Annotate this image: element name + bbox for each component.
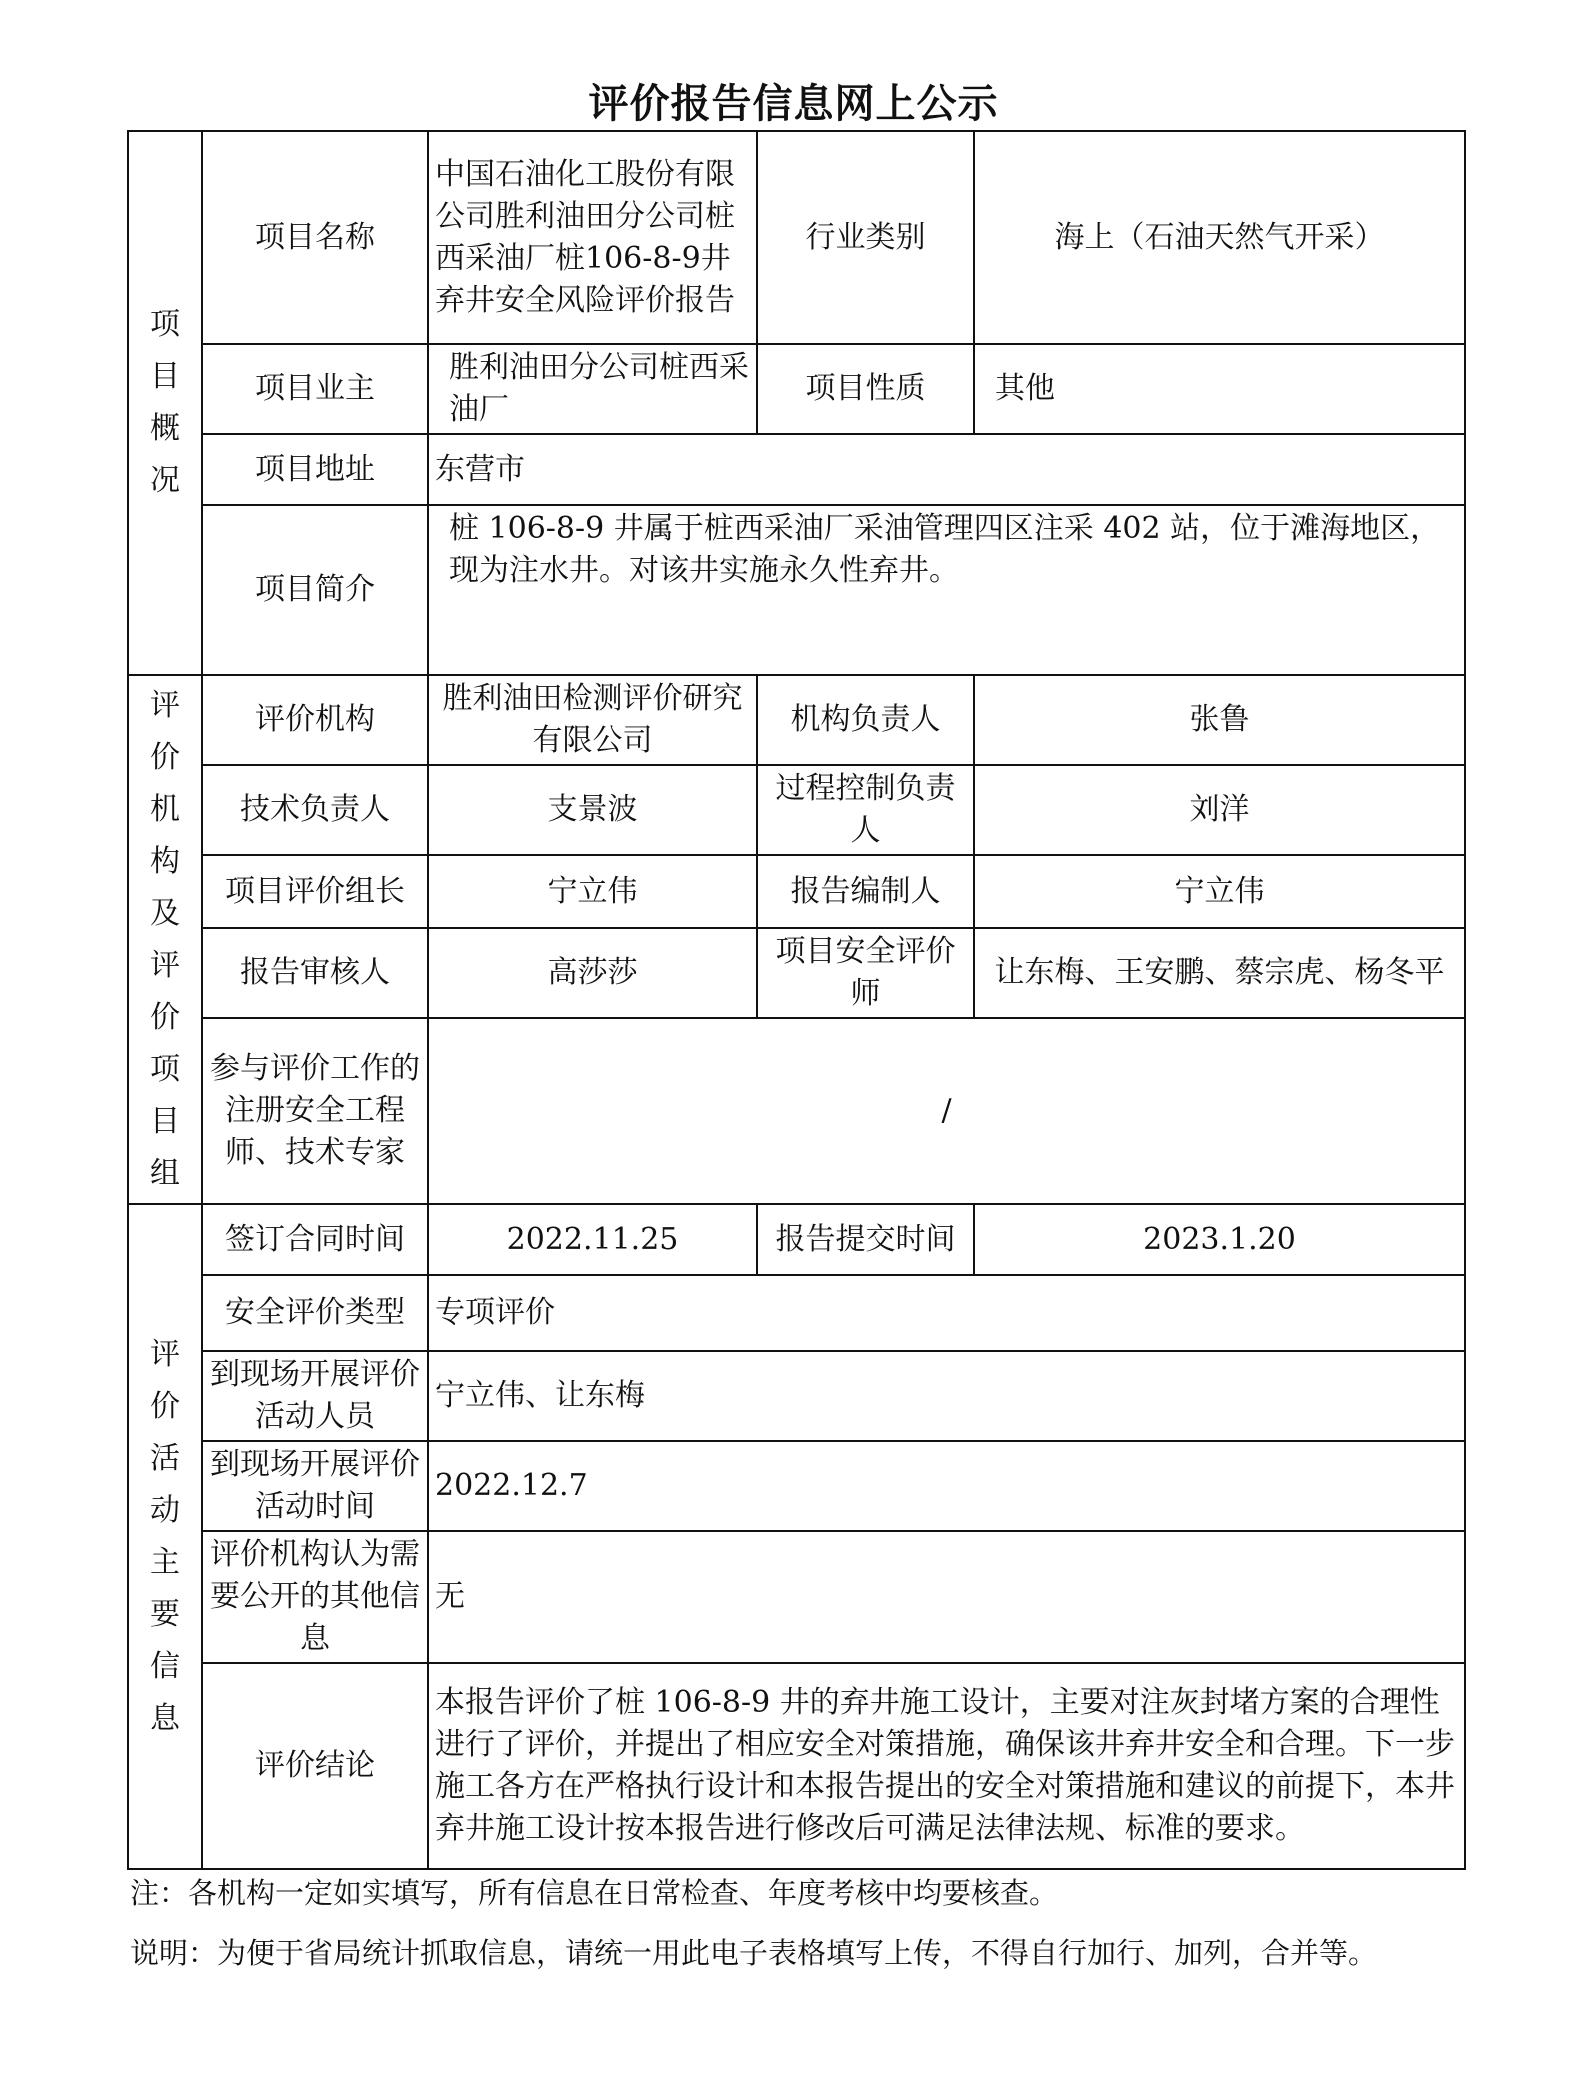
nature-value: 其他	[974, 344, 1465, 434]
owner-label: 项目业主	[202, 344, 428, 434]
agency-value: 胜利油田检测评价研究有限公司	[428, 675, 757, 765]
tech-lead-label: 技术负责人	[202, 765, 428, 855]
row-owner	[128, 344, 1465, 434]
agency-head-value: 张鲁	[974, 675, 1465, 765]
report-author-value: 宁立伟	[974, 855, 1465, 928]
section-activity-label: 评价活动主要信息	[150, 1336, 180, 1736]
row-onsite-people	[128, 1351, 1465, 1441]
assessors-value: 让东梅、王安鹏、蔡宗虎、杨冬平	[974, 928, 1465, 1018]
onsite-time-label: 到现场开展评价活动时间	[202, 1441, 428, 1531]
onsite-people-value: 宁立伟、让东梅	[428, 1351, 1465, 1441]
contract-date-label: 签订合同时间	[202, 1204, 428, 1275]
row-address	[128, 434, 1465, 505]
reviewer-value: 高莎莎	[428, 928, 757, 1018]
assessors-label: 项目安全评价师	[757, 928, 974, 1018]
row-contract	[128, 1204, 1465, 1275]
agency-head-label: 机构负责人	[757, 675, 974, 765]
team-leader-label: 项目评价组长	[202, 855, 428, 928]
conclusion-label: 评价结论	[202, 1663, 428, 1869]
row-agency	[128, 675, 1465, 765]
eval-type-value: 专项评价	[428, 1275, 1465, 1351]
industry-value: 海上（石油天然气开采）	[974, 131, 1465, 344]
row-leader	[128, 855, 1465, 928]
address-value: 东营市	[428, 434, 1465, 505]
reviewer-label: 报告审核人	[202, 928, 428, 1018]
owner-value: 胜利油田分公司桩西采油厂	[428, 344, 757, 434]
row-conclusion	[128, 1663, 1465, 1869]
contract-date-value: 2022.11.25	[428, 1204, 757, 1275]
section-overview-cell	[128, 131, 202, 675]
row-other-info	[128, 1531, 1465, 1663]
row-intro	[128, 505, 1465, 675]
section-org-cell	[128, 675, 202, 1204]
eval-type-label: 安全评价类型	[202, 1275, 428, 1351]
project-name-label: 项目名称	[202, 131, 428, 344]
footnote-explanation: 说明：为便于省局统计抓取信息，请统一用此电子表格填写上传，不得自行加行、加列，合并等。	[130, 1936, 1378, 1970]
project-name-value: 中国石油化工股份有限公司胜利油田分公司桩西采油厂桩106-8-9井弃井安全风险评价报告	[428, 131, 757, 344]
onsite-time-value: 2022.12.7	[428, 1441, 1465, 1531]
experts-value: /	[428, 1018, 1465, 1204]
row-experts	[128, 1018, 1465, 1204]
address-label: 项目地址	[202, 434, 428, 505]
tech-lead-value: 支景波	[428, 765, 757, 855]
row-tech	[128, 765, 1465, 855]
onsite-people-label: 到现场开展评价活动人员	[202, 1351, 428, 1441]
other-info-value: 无	[428, 1531, 1465, 1663]
section-org-label: 评价机构及评价项目组	[150, 687, 180, 1191]
page-title: 评价报告信息网上公示	[588, 80, 999, 127]
industry-label: 行业类别	[757, 131, 974, 344]
team-leader-value: 宁立伟	[428, 855, 757, 928]
row-onsite-time	[128, 1441, 1465, 1531]
footnote-note: 注：各机构一定如实填写，所有信息在日常检查、年度考核中均要核查。	[130, 1876, 1059, 1910]
section-overview-label: 项目概况	[150, 307, 180, 498]
agency-label: 评价机构	[202, 675, 428, 765]
row-project-name	[128, 131, 1465, 344]
intro-label: 项目简介	[202, 505, 428, 675]
report-author-label: 报告编制人	[757, 855, 974, 928]
report-table	[127, 130, 1466, 1870]
row-type	[128, 1275, 1465, 1351]
experts-label: 参与评价工作的注册安全工程师、技术专家	[202, 1018, 428, 1204]
nature-label: 项目性质	[757, 344, 974, 434]
row-reviewer	[128, 928, 1465, 1018]
process-lead-label: 过程控制负责人	[757, 765, 974, 855]
other-info-label: 评价机构认为需要公开的其他信息	[202, 1531, 428, 1663]
section-activity-cell	[128, 1204, 202, 1869]
submit-date-value: 2023.1.20	[974, 1204, 1465, 1275]
conclusion-value: 本报告评价了桩 106-8-9 井的弃井施工设计，主要对注灰封堵方案的合理性进行了评价，并提出了相应安全对策措施，确保该井弃井安全和合理。下一步施工各方在严格执行设计和本报告提出的安全对策措施和建议的前提下，本井弃井施工设计按本报告进行修改后可满足法律法规、标准的要求。	[428, 1663, 1465, 1869]
intro-value: 桩 106-8-9 井属于桩西采油厂采油管理四区注采 402 站，位于滩海地区，现为注水井。对该井实施永久性弃井。	[428, 505, 1465, 675]
submit-date-label: 报告提交时间	[757, 1204, 974, 1275]
process-lead-value: 刘洋	[974, 765, 1465, 855]
